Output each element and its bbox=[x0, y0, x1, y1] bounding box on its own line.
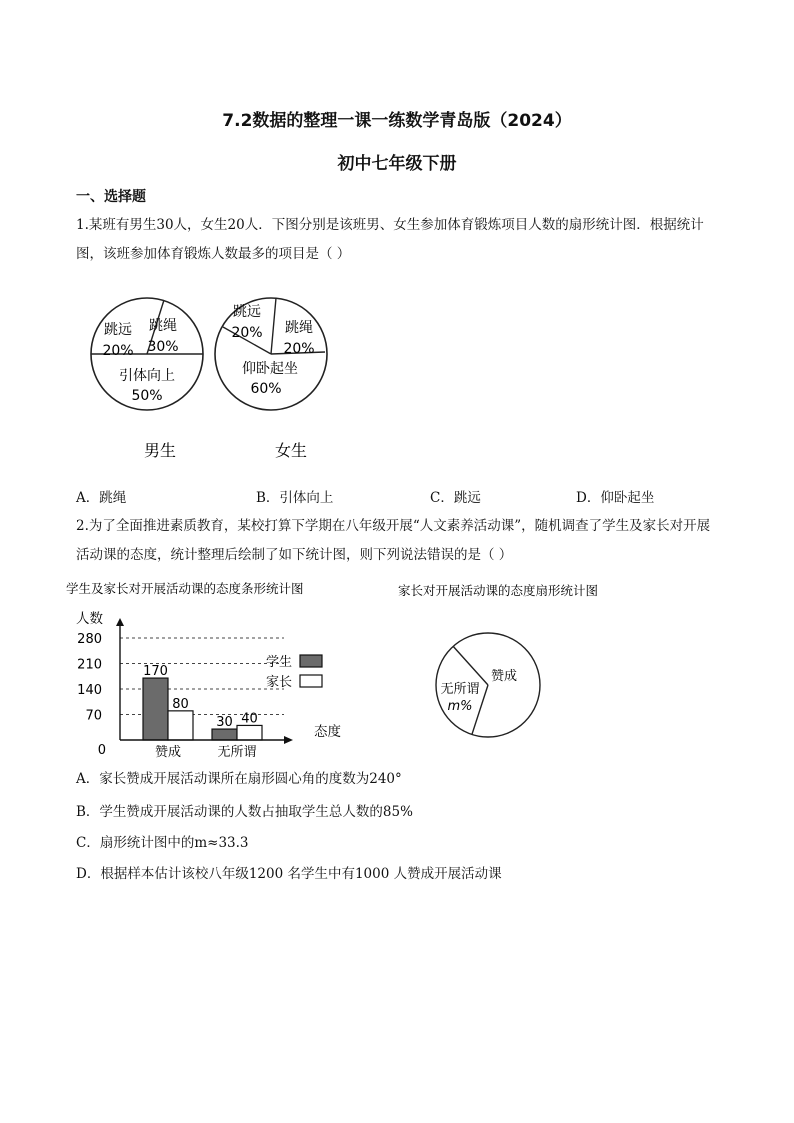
boys-slice-label: 跳绳 bbox=[149, 318, 177, 334]
bar-chart-xlabel: 态度 bbox=[314, 724, 341, 740]
q1-option-c[interactable]: C．跳远 bbox=[430, 490, 481, 506]
legend-swatch bbox=[300, 675, 322, 687]
q2-option-a[interactable]: A．家长赞成开展活动课所在扇形圆心角的度数为240° bbox=[76, 771, 402, 787]
q2-option-d[interactable]: D．根据样本估计该校八年级1200 名学生中有1000 人赞成开展活动课 bbox=[76, 866, 502, 882]
attitude-bar-chart bbox=[66, 578, 366, 760]
doc-title: 7.2数据的整理一课一练数学青岛版（2024） bbox=[222, 111, 572, 131]
boys-slice-pct: 20% bbox=[102, 343, 134, 359]
bar-value-label: 80 bbox=[172, 696, 189, 712]
boys-pie bbox=[91, 298, 203, 460]
q1-option-a[interactable]: A．跳绳 bbox=[76, 490, 127, 506]
legend-swatch bbox=[300, 655, 322, 667]
legend-label: 家长 bbox=[266, 675, 293, 690]
legend-label: 学生 bbox=[266, 655, 293, 670]
bar-value-label: 40 bbox=[241, 711, 258, 727]
question-2-text: 2.为了全面推进素质教育，某校打算下学期在八年级开展“人文素养活动课”，随机调查了学生及家长对开展活动课的态度，统计整理后绘制了如下统计图，则下列说法错误的是（ ） bbox=[76, 518, 711, 563]
boys-slice-label: 跳远 bbox=[104, 322, 132, 338]
boys-slice-pct: 50% bbox=[131, 388, 163, 404]
parent-pie-slice-pct: m% bbox=[447, 699, 473, 714]
bar-chart-ylabel: 人数 bbox=[76, 611, 103, 627]
y-tick-label: 140 bbox=[77, 683, 102, 698]
q2-option-c[interactable]: C．扇形统计图中的m≈33.3 bbox=[76, 835, 249, 851]
bar-student bbox=[143, 678, 168, 740]
y-tick-label: 0 bbox=[97, 743, 106, 758]
parent-pie-title: 家长对开展活动课的态度扇形统计图 bbox=[398, 583, 599, 598]
bar-value-label: 30 bbox=[216, 715, 233, 731]
girls-slice-label: 跳绳 bbox=[285, 320, 313, 336]
bar-value-label: 170 bbox=[143, 664, 168, 680]
q1-option-d[interactable]: D．仰卧起坐 bbox=[576, 490, 655, 506]
girls-slice-pct: 20% bbox=[283, 341, 315, 357]
parent-pie-slice-label: 赞成 bbox=[490, 669, 518, 684]
girls-pie bbox=[215, 298, 327, 460]
girls-slice-label: 仰卧起坐 bbox=[242, 361, 298, 377]
q1-pie-charts bbox=[80, 292, 340, 472]
x-axis-arrow bbox=[284, 736, 293, 744]
q2-option-b[interactable]: B．学生赞成开展活动课的人数占抽取学生总人数的85% bbox=[76, 804, 413, 820]
y-tick-label: 210 bbox=[77, 657, 102, 673]
bar-parent bbox=[168, 711, 193, 740]
y-tick-label: 280 bbox=[77, 632, 102, 647]
y-tick-label: 70 bbox=[85, 708, 102, 724]
boys-slice-label: 引体向上 bbox=[119, 368, 175, 384]
girls-slice-pct: 60% bbox=[250, 381, 282, 397]
bar-parent bbox=[237, 725, 262, 740]
boys-pie-caption: 男生 bbox=[143, 441, 177, 460]
bar-chart-title: 学生及家长对开展活动课的态度条形统计图 bbox=[66, 581, 304, 596]
x-category-label: 赞成 bbox=[154, 745, 182, 760]
x-category-label: 无所谓 bbox=[217, 745, 257, 760]
y-axis-arrow bbox=[116, 618, 124, 626]
doc-subtitle: 初中七年级下册 bbox=[337, 154, 457, 174]
q1-option-b[interactable]: B．引体向上 bbox=[256, 490, 334, 506]
girls-pie-caption: 女生 bbox=[274, 441, 308, 460]
girls-slice-pct: 20% bbox=[231, 325, 263, 341]
bar-student bbox=[212, 729, 237, 740]
question-1-text: 1.某班有男生30人，女生20人．下图分别是该班男、女生参加体育锻炼项目人数的扇形统计图．根据统计图，该班参加体育锻炼人数最多的项目是（ ） bbox=[76, 217, 704, 262]
boys-slice-pct: 30% bbox=[147, 339, 179, 355]
girls-slice-label: 跳远 bbox=[233, 304, 261, 320]
section-heading: 一、选择题 bbox=[76, 189, 146, 205]
parent-attitude-pie bbox=[396, 578, 646, 748]
parent-pie-slice-label: 无所谓 bbox=[440, 682, 480, 697]
